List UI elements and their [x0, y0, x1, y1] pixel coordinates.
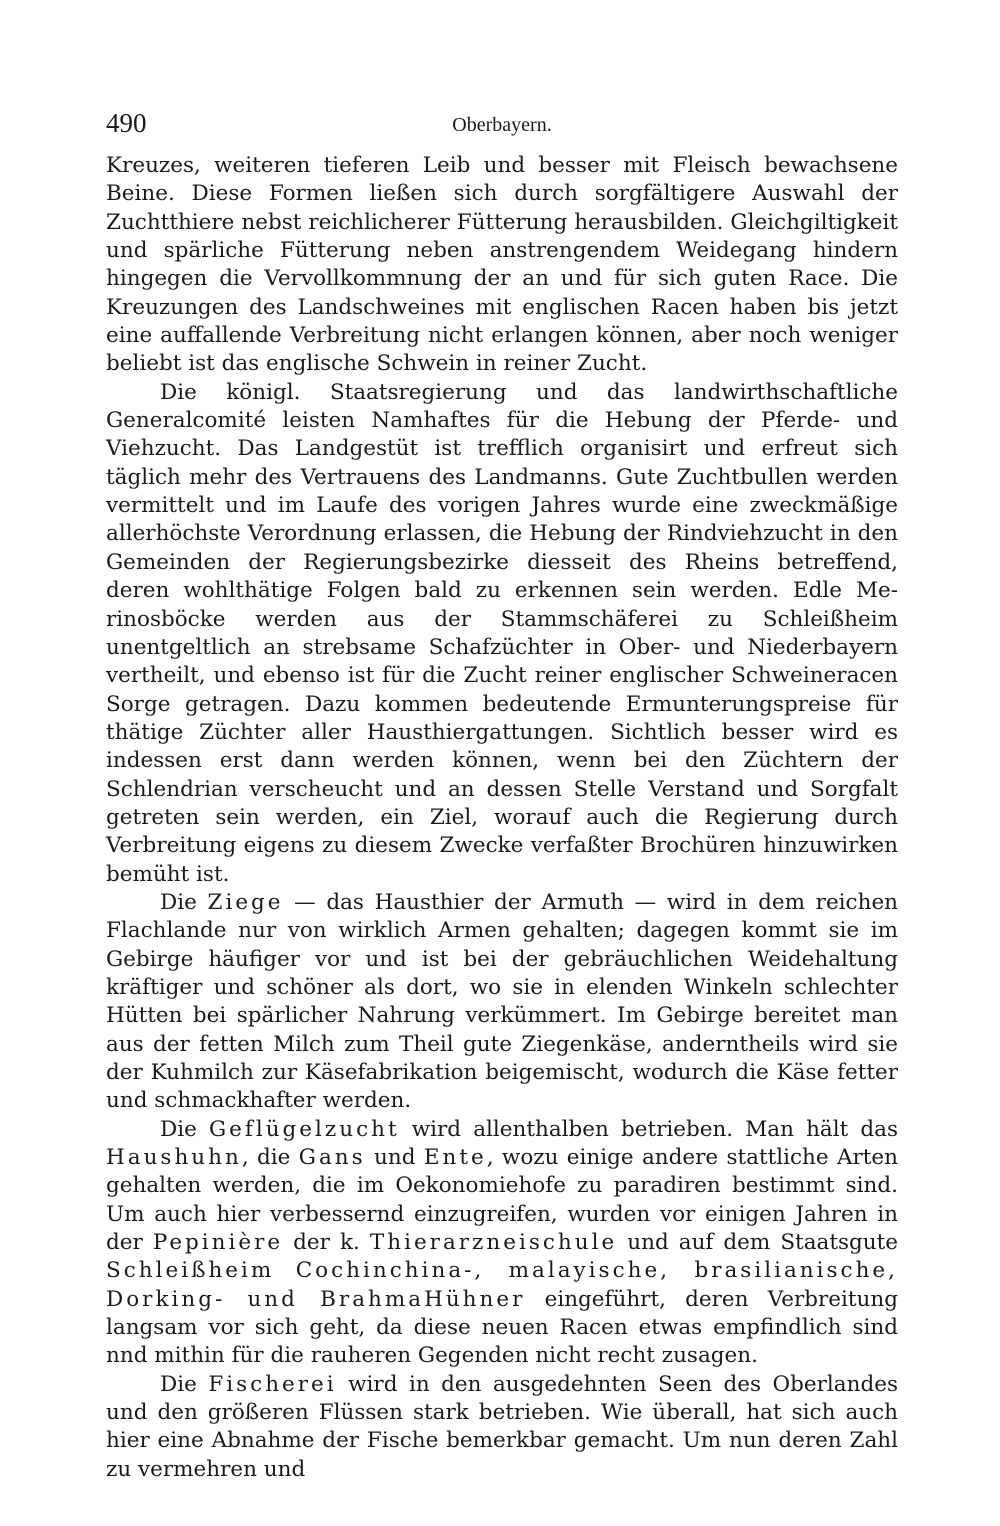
book-page [106, 108, 898, 1484]
emphasized-term: Pepinière [152, 1230, 284, 1256]
page-header [106, 108, 898, 148]
body-text [106, 152, 898, 1484]
text-run: , die [241, 1145, 299, 1171]
text-run: eingeführt, deren Verbreitung langsam vor sich geht, da diese neuen Racen etwas empfindlich sind nnd mithin für die rauheren Gegenden nicht recht zusagen. [106, 1286, 898, 1369]
text-run [274, 1258, 295, 1283]
text-run: Die [160, 889, 208, 915]
text-run: Die [160, 1371, 209, 1397]
paragraph-state-support [106, 379, 898, 889]
emphasized-term: Thierarzneischule [369, 1230, 618, 1256]
text-run: der k. [283, 1230, 370, 1256]
emphasized-term: Haushuhn [106, 1145, 242, 1171]
text-run: Die königl. Staatsregierung und das landwirthschaftliche Generalcomité leisten Namhaftes für die Hebung der Pferde- und Viehzucht. Das Landgestüt ist trefflich organisirt und erfreut sich täglich mehr des Vertrauens des Landmanns. Gute Zuchtbullen werden vermittelt und im Laufe des vorigen Jahres wurde eine zweckmäßige allerhöchste Verordnung erlassen, die Hebung der Rindviehzucht in den Gemeinden der Regierungsbezirke diesseit des Rheins betreffend, deren wohlthätige Folgen bald zu erkennen sein werden. Edle Merinosböcke werden aus der Stammschäferei zu Schleißheim unentgeltlich an strebsame Schafzüchter in Ober- und Niederbayern vertheilt, und ebenso ist für die Zucht reiner englischer Schweineracen Sorge getragen. Dazu kommen bedeutende Ermunterungspreise für thätige Züchter aller Hausthiergattungen. Sichtlich besser wird es indessen erst dann werden können, wenn bei den Züchtern der Schlendrian verscheucht und an dessen Stelle Verstand und Sorgfalt getreten sein werden, ein Ziel, worauf auch die Regierung durch Verbreitung eigens zu diesem Zwecke verfaßter Brochüren hinzuwirken bemüht ist. [106, 379, 898, 887]
text-run: — das Hausthier der Armuth — wird in dem reichen Flachlande nur von wirklich Armen gehalten; dagegen kommt sie im Gebirge häufiger vor und ist bei der gebräuchlichen Weidehaltung kräftiger und schöner als dort, wo sie in elenden Winkeln schlechter Hütten bei spärlicher Nahrung verkümmert. Im Gebirge bereitet man aus der fetten Milch zum Theil gute Ziegenkäse, anderntheils wird sie der Kuhmilch zur Käsefabrikation beigemischt, wodurch die Käse fetter und schmackhafter werden. [106, 889, 899, 1114]
paragraph-poultry [106, 1116, 898, 1371]
emphasized-term: Ziege [207, 889, 284, 915]
emphasized-term: Ente [423, 1145, 487, 1171]
emphasized-term: Fischerei [208, 1371, 337, 1397]
paragraph-pig-breeding [106, 152, 898, 379]
text-run: und auf dem Staatsgute [617, 1230, 898, 1256]
text-run: und [365, 1145, 424, 1171]
paragraph-goats [106, 889, 898, 1116]
running-title: Oberbayern. [452, 114, 552, 136]
emphasized-term: Cochinchina-, malayische, brasilianische, Dorking- und BrahmaHühner [106, 1258, 898, 1312]
emphasized-term: Gans [298, 1145, 366, 1171]
text-run: Die [160, 1116, 209, 1142]
text-run: wird allenthalben betrieben. Man hält das [399, 1116, 898, 1142]
emphasized-term: Schleißheim [106, 1258, 275, 1284]
paragraph-fishery [106, 1371, 898, 1484]
text-run: , wozu einige andere stattliche Arten gehalten werden, die im Oekonomiehofe zu paradiren bestimmt sind. Um auch hier verbessernd einzugreifen, wurden vor einigen Jahren in der [106, 1145, 898, 1256]
text-run: wird in den ausgedehnten Seen des Oberlandes und den größeren Flüssen stark betrieben. Wie überall, hat sich auch hier eine Abnahme der Fische bemerkbar gemacht. Um nun deren Zahl zu vermehren und [106, 1371, 898, 1482]
page-number: 490 [106, 108, 147, 138]
emphasized-term: Geflügelzucht [208, 1116, 400, 1142]
text-run: Kreuzes, weiteren tieferen Leib und besser mit Fleisch bewachsene Beine. Diese Formen ließen sich durch sorgfältigere Auswahl der Zuchtthiere nebst reichlicherer Fütterung herausbilden. Gleichgiltigkeit und spärliche Fütterung neben anstrengendem Weidegang hindern hingegen die Vervollkommnung der an und für sich guten Race. Die Kreuzungen des Landschweines mit englischen Racen haben bis jetzt eine auffallende Verbreitung nicht erlangen können, aber noch weniger beliebt ist das englische Schwein in reiner Zucht. [106, 153, 898, 377]
